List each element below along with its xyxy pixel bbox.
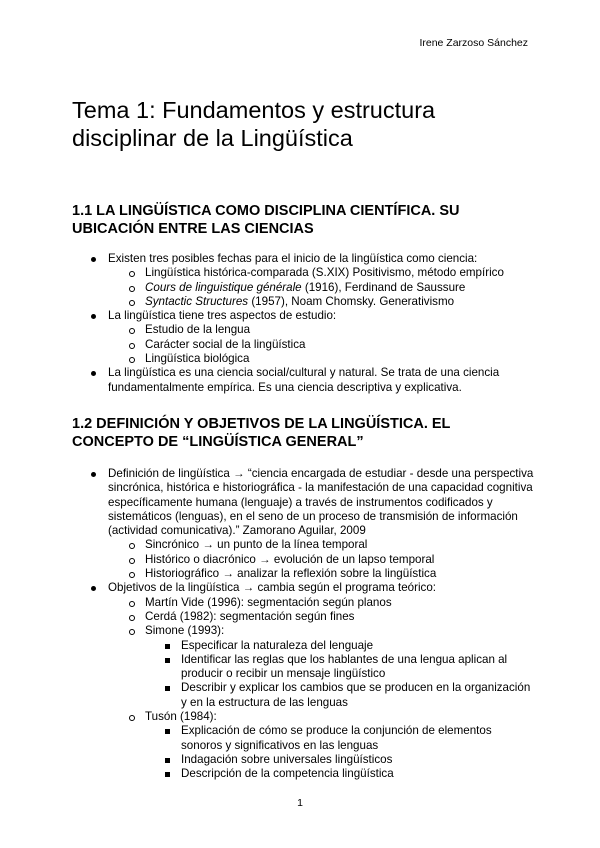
list-item xyxy=(108,710,534,781)
list-item-text: (1916), Ferdinand de Saussure xyxy=(301,280,466,294)
section-2-list xyxy=(72,467,534,782)
document-body xyxy=(72,96,534,782)
sub-list xyxy=(108,538,534,581)
section-1-list xyxy=(72,252,534,395)
section-1-heading: 1.1 LA LINGÜÍSTICA COMO DISCIPLINA CIENTÍFICA. SU UBICACIÓN ENTRE LAS CIENCIAS xyxy=(72,203,460,237)
book-title: Cours de linguistique générale xyxy=(145,280,302,294)
list-item-text: Definición de lingüística → “ciencia encargada de estudiar - desde una perspectiva sincrónica, histórica e historiográfica - la manifestación de una capacidad cognitiva específicamente humana (lenguaje) a través de instrumentos codificados y sistemáticos (lenguas), en el seno de un proceso de transmisión de información (actividad comunicativa).” Zamorano Aguilar, 2009 xyxy=(108,466,534,538)
list-item: Historiográfico → analizar la reflexión sobre la lingüística xyxy=(108,567,534,581)
list-item: Cerdá (1982): segmentación según fines xyxy=(108,610,534,624)
title-line-2: disciplinar de la Lingüística xyxy=(72,125,353,151)
list-item: Martín Vide (1996): segmentación según planos xyxy=(108,596,534,610)
list-item-text: (1957), Noam Chomsky. Generativismo xyxy=(248,294,455,308)
list-item-text: Existen tres posibles fechas para el inicio de la lingüística como ciencia: xyxy=(108,252,478,265)
list-item: Especificar la naturaleza del lenguaje xyxy=(145,639,534,653)
list-item xyxy=(108,624,534,710)
sub-list xyxy=(108,596,534,782)
list-item: Histórico o diacrónico → evolución de un lapso temporal xyxy=(108,553,534,567)
book-title: Syntactic Structures xyxy=(145,294,249,308)
list-item xyxy=(72,581,534,781)
sub-sub-list xyxy=(145,724,534,781)
list-item: La lingüística es una ciencia social/cultural y natural. Se trata de una ciencia fundamentalmente empírica. Es una ciencia descriptiva y explicativa. xyxy=(72,366,534,395)
list-item-text: Tusón (1984): xyxy=(145,710,217,724)
list-item-text: La lingüística tiene tres aspectos de estudio: xyxy=(108,309,337,323)
header-author: Irene Zarzoso Sánchez xyxy=(419,37,528,49)
list-item: Explicación de cómo se produce la conjunción de elementos sonoros y significativos en las lenguas xyxy=(145,724,534,753)
list-item: Estudio de la lengua xyxy=(108,323,534,337)
list-item xyxy=(72,467,534,581)
list-item: Lingüística histórica-comparada (S.XIX) Positivismo, método empírico xyxy=(108,266,534,280)
list-item-text: Objetivos de la lingüística → cambia según el programa teórico: xyxy=(108,581,437,595)
list-item: Describir y explicar los cambios que se producen en la organización y en la estructura de las lenguas xyxy=(145,681,534,710)
list-item xyxy=(108,295,534,309)
list-item xyxy=(108,281,534,295)
list-item: Identificar las reglas que los hablantes de una lengua aplican al producir o recibir un mensaje lingüístico xyxy=(145,653,534,682)
title-line-1: Tema 1: Fundamentos y estructura xyxy=(72,97,436,123)
list-item xyxy=(72,252,534,309)
list-item: Carácter social de la lingüística xyxy=(108,338,534,352)
sub-sub-list xyxy=(145,639,534,710)
list-item: Indagación sobre universales lingüísticos xyxy=(145,753,534,767)
page-title xyxy=(72,96,534,152)
list-item: Lingüística biológica xyxy=(108,352,534,366)
list-item-text: Simone (1993): xyxy=(145,624,225,638)
list-item: Descripción de la competencia lingüística xyxy=(145,767,534,781)
sub-list xyxy=(108,323,534,366)
page-number: 1 xyxy=(297,797,303,809)
list-item xyxy=(72,309,534,366)
section-2-heading: 1.2 DEFINICIÓN Y OBJETIVOS DE LA LINGÜÍSTICA. EL CONCEPTO DE “LINGÜÍSTICA GENERAL” xyxy=(72,415,451,450)
list-item: Sincrónico → un punto de la línea temporal xyxy=(108,538,534,552)
sub-list xyxy=(108,266,534,309)
